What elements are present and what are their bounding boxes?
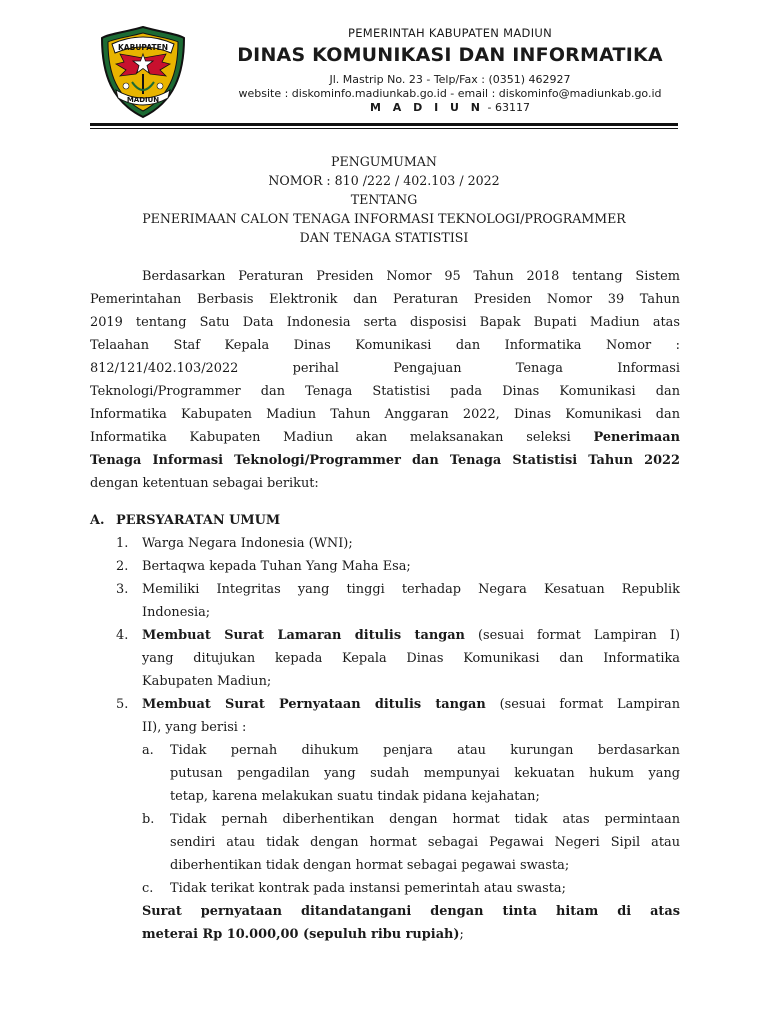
- title-subject-cont: DAN TENAGA STATISTISI: [299, 230, 469, 245]
- intro-line: Teknologi/Programmer dan Tenaga Statistisi pada Dinas Komunikasi dan: [90, 384, 680, 399]
- sub-item-text: sendiri atau tidak dengan hormat sebagai Pegawai Negeri Sipil atau: [170, 835, 680, 850]
- item-number: 1.: [116, 536, 129, 551]
- sub-item-letter: c.: [142, 881, 154, 896]
- sub-item-text: tetap, karena melakukan suatu tindak pidana kejahatan;: [170, 789, 540, 804]
- kabupaten-madiun-logo: [98, 24, 188, 120]
- list-item: [90, 693, 680, 739]
- item-number: 3.: [116, 582, 129, 597]
- title-number: NOMOR : 810 /222 / 402.103 / 2022: [268, 173, 500, 188]
- list-item: [90, 532, 680, 555]
- statement-note: [90, 900, 680, 946]
- section-a-heading: [90, 509, 680, 532]
- intro-line: [90, 426, 680, 449]
- intro-paragraph: [90, 265, 680, 495]
- announcement-title: [90, 152, 678, 247]
- letterhead-rule-thick: [90, 123, 678, 126]
- sub-list-item: [90, 739, 680, 808]
- statement-note-end: ;: [459, 927, 464, 942]
- sub-item-letter: b.: [142, 812, 155, 827]
- city-name: M A D I U N: [370, 101, 484, 114]
- item-number: 2.: [116, 559, 129, 574]
- item-text-rest: (sesuai format Lampiran I): [464, 628, 680, 643]
- government-name: PEMERINTAH KABUPATEN MADIUN: [347, 26, 553, 40]
- agency-city: [200, 101, 700, 114]
- intro-line: Informatika Kabupaten Madiun Tahun Anggaran 2022, Dinas Komunikasi dan: [90, 407, 680, 422]
- item-text: Bertaqwa kepada Tuhan Yang Maha Esa;: [142, 559, 411, 574]
- intro-line: Telaahan Staf Kepala Dinas Komunikasi dan Informatika Nomor :: [90, 338, 680, 353]
- title-line-3: TENTANG: [350, 192, 418, 207]
- statement-note-line: [142, 923, 680, 946]
- item-bold-text: Membuat Surat Lamaran ditulis tangan: [142, 628, 465, 643]
- letterhead: [0, 0, 768, 128]
- document-body: [90, 265, 680, 946]
- statement-note-line: Surat pernyataan ditandatangani dengan tinta hitam di atas: [142, 904, 680, 919]
- item-text: Warga Negara Indonesia (WNI);: [142, 536, 353, 551]
- postal-code: - 63117: [484, 101, 530, 114]
- item-text-rest: (sesuai format Lampiran: [485, 697, 680, 712]
- intro-line: Berdasarkan Peraturan Presiden Nomor 95 Tahun 2018 tentang Sistem: [142, 269, 680, 284]
- logo-top-text: KABUPATEN: [118, 43, 168, 52]
- title-line-1: PENGUMUMAN: [331, 154, 437, 169]
- sub-item-letter: a.: [142, 743, 154, 758]
- intro-line: 2019 tentang Satu Data Indonesia serta disposisi Bapak Bupati Madiun atas: [90, 315, 680, 330]
- statement-note-text: meterai Rp 10.000,00 (sepuluh ribu rupiah): [142, 927, 460, 942]
- list-item: [90, 578, 680, 624]
- agency-contact: website : diskominfo.madiunkab.go.id - email : diskominfo@madiunkab.go.id: [238, 87, 662, 100]
- intro-line: 812/121/402.103/2022 perihal Pengajuan Tenaga Informasi: [90, 361, 680, 376]
- sub-item-text: Tidak pernah dihukum penjara atau kurungan berdasarkan: [170, 743, 680, 758]
- sub-item-text: Tidak pernah diberhentikan dengan hormat tidak atas permintaan: [170, 812, 680, 827]
- intro-line-text: Informatika Kabupaten Madiun akan melaksanakan seleksi: [90, 430, 594, 445]
- title-subject: PENERIMAAN CALON TENAGA INFORMASI TEKNOLOGI/PROGRAMMER: [142, 211, 626, 226]
- agency-address: Jl. Mastrip No. 23 - Telp/Fax : (0351) 462927: [329, 73, 571, 86]
- intro-line: dengan ketentuan sebagai berikut:: [90, 476, 319, 491]
- list-item: [90, 555, 680, 578]
- item-text: Indonesia;: [142, 605, 211, 620]
- letterhead-rule-thin: [90, 128, 678, 129]
- list-item: [90, 624, 680, 693]
- requirements-list: [90, 532, 680, 946]
- item-text: Kabupaten Madiun;: [142, 674, 272, 689]
- item-number: 4.: [116, 628, 129, 643]
- item-text: yang ditujukan kepada Kepala Dinas Komunikasi dan Informatika: [142, 651, 680, 666]
- sub-item-text: putusan pengadilan yang sudah mempunyai kekuatan hukum yang: [170, 766, 680, 781]
- section-letter: A.: [90, 513, 105, 528]
- sub-list-item: [90, 877, 680, 900]
- item-text: [142, 624, 680, 647]
- item-number: 5.: [116, 697, 129, 712]
- section-title: PERSYARATAN UMUM: [116, 513, 281, 528]
- sub-list-item: [90, 808, 680, 877]
- item-bold-text: Membuat Surat Pernyataan ditulis tangan: [142, 697, 486, 712]
- intro-line: Pemerintahan Berbasis Elektronik dan Peraturan Presiden Nomor 39 Tahun: [90, 292, 680, 307]
- intro-bold-text: Penerimaan: [593, 430, 680, 445]
- item-text: II), yang berisi :: [142, 720, 247, 735]
- intro-line-bold: Tenaga Informasi Teknologi/Programmer dan Tenaga Statistisi Tahun 2022: [90, 453, 680, 468]
- item-text: Memiliki Integritas yang tinggi terhadap Negara Kesatuan Republik: [142, 582, 680, 597]
- item-text: [142, 693, 680, 716]
- logo-bottom-text: MADIUN: [126, 96, 160, 104]
- agency-name: DINAS KOMUNIKASI DAN INFORMATIKA: [237, 44, 663, 66]
- sub-item-text: Tidak terikat kontrak pada instansi pemerintah atau swasta;: [170, 881, 566, 896]
- sub-item-text: diberhentikan tidak dengan hormat sebagai pegawai swasta;: [170, 858, 570, 873]
